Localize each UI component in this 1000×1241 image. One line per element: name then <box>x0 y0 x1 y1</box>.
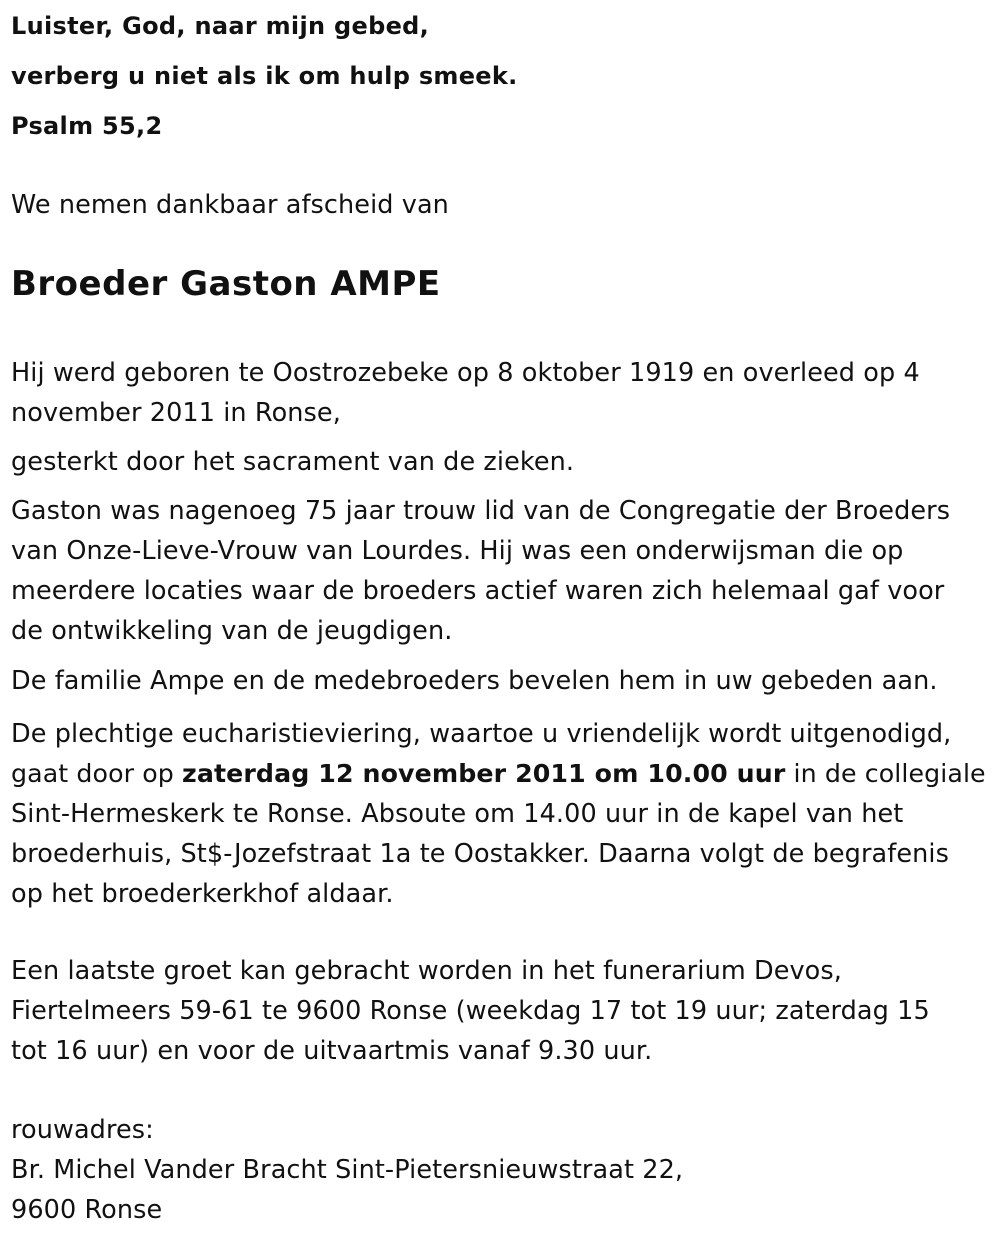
bio-line: gesterkt door het sacrament van de zieken. <box>11 447 575 477</box>
service-line: Sint-Hermeskerk te Ronse. Absoute om 14.00 uur in de kapel van het <box>11 799 904 829</box>
service-line: op het broederkerkhof aldaar. <box>11 879 394 909</box>
bio-line: van Onze-Lieve-Vrouw van Lourdes. Hij was een onderwijsman die op <box>11 536 904 566</box>
service-date-time: zaterdag 12 november 2011 om 10.00 uur <box>182 759 786 788</box>
bio-line: Hij werd geboren te Oostrozebeke op 8 oktober 1919 en overleed op 4 <box>11 358 920 388</box>
service-line: broederhuis, St$-Jozefstraat 1a te Oostakker. Daarna volgt de begrafenis <box>11 839 949 869</box>
bio-line: de ontwikkeling van de jeugdigen. <box>11 616 453 646</box>
service-line: De plechtige eucharistieviering, waartoe u vriendelijk wordt uitgenodigd, <box>11 719 952 749</box>
bio-line: Gaston was nagenoeg 75 jaar trouw lid van de Congregatie der Broeders <box>11 496 951 526</box>
bio-line: meerdere locaties waar de broeders actief waren zich helemaal gaf voor <box>11 576 945 606</box>
psalm-line-1: Luister, God, naar mijn gebed, <box>11 12 430 40</box>
address-label: rouwadres: <box>11 1115 154 1145</box>
address-line: Br. Michel Vander Bracht Sint-Pietersnieuwstraat 22, <box>11 1155 684 1185</box>
deceased-name: Broeder Gaston AMPE <box>11 264 441 304</box>
bio-line: De familie Ampe en de medebroeders bevelen hem in uw gebeden aan. <box>11 666 938 696</box>
visit-line: tot 16 uur) en voor de uitvaartmis vanaf 9.30 uur. <box>11 1036 653 1066</box>
address-line: 9600 Ronse <box>11 1195 163 1225</box>
service-pre: gaat door op <box>11 759 183 788</box>
psalm-line-2: verberg u niet als ik om hulp smeek. <box>11 62 518 90</box>
service-line-date <box>11 758 986 790</box>
psalm-reference: Psalm 55,2 <box>11 112 163 140</box>
service-post: in de collegiale <box>785 759 986 788</box>
visit-line: Fiertelmeers 59-61 te 9600 Ronse (weekdag 17 tot 19 uur; zaterdag 15 <box>11 996 930 1026</box>
intro-text: We nemen dankbaar afscheid van <box>11 190 449 220</box>
visit-line: Een laatste groet kan gebracht worden in het funerarium Devos, <box>11 956 842 986</box>
bio-line: november 2011 in Ronse, <box>11 398 341 428</box>
